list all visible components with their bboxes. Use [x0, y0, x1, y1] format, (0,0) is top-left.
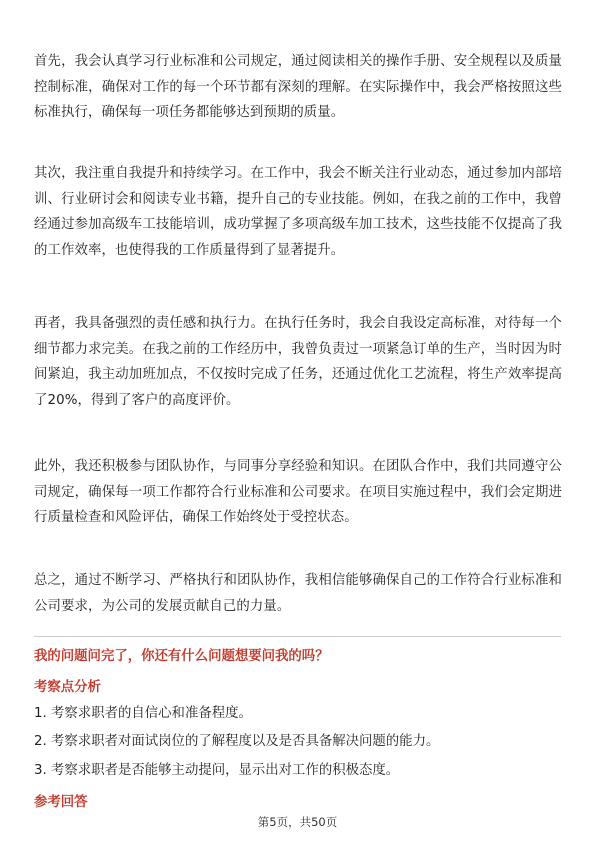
reference-answer-heading: 参考回答 [34, 795, 88, 810]
answer-paragraph-2: 其次，我注重自我提升和持续学习。在工作中，我会不断关注行业动态，通过参加内部培训、行业研讨会和阅读专业书籍，提升自己的专业技能。例如，在我之前的工作中，我曾经通过参加高级车工技能培训，成功掌握了多项高级车加工技术，这些技能不仅提高了我的工作效率，也使得我的工作质量得到了显著提升。 [34, 166, 562, 258]
interview-question: 我的问题问完了，你还有什么问题想要问我的吗？ [34, 649, 329, 664]
analysis-heading: 考察点分析 [34, 680, 101, 695]
analysis-item-2: 2. 考察求职者对面试岗位的了解程度以及是否具备解决问题的能力。 [34, 734, 440, 749]
answer-paragraph-5: 总之，通过不断学习、严格执行和团队协作，我相信能够确保自己的工作符合行业标准和公司要求，为公司的发展贡献自己的力量。 [34, 573, 562, 614]
answer-paragraph-1: 首先，我会认真学习行业标准和公司规定，通过阅读相关的操作手册、安全规程以及质量控制标准，确保对工作的每一个环节都有深刻的理解。在实际操作中，我会严格按照这些标准执行，确保每一项任务都能够达到预期的质量。 [34, 54, 562, 120]
answer-paragraph-3: 再者，我具备强烈的责任感和执行力。在执行任务时，我会自我设定高标准，对待每一个细节都力求完美。在我之前的工作经历中，我曾负责过一项紧急订单的生产，当时因为时间紧迫，我主动加班加点，不仅按时完成了任务，还通过优化工艺流程，将生产效率提高了20%，得到了客户的高度评价。 [34, 316, 562, 408]
page-number-footer: 第5页，共50页 [257, 815, 338, 829]
analysis-item-1: 1. 考察求职者的自信心和准备程度。 [34, 706, 252, 721]
analysis-item-3: 3. 考察求职者是否能够主动提问，显示出对工作的积极态度。 [34, 763, 400, 778]
answer-paragraph-4: 此外，我还积极参与团队协作，与同事分享经验和知识。在团队合作中，我们共同遵守公司规定，确保每一项工作都符合行业标准和公司要求。在项目实施过程中，我们会定期进行质量检查和风险评估，确保工作始终处于受控状态。 [34, 459, 562, 525]
section-divider [34, 636, 561, 637]
